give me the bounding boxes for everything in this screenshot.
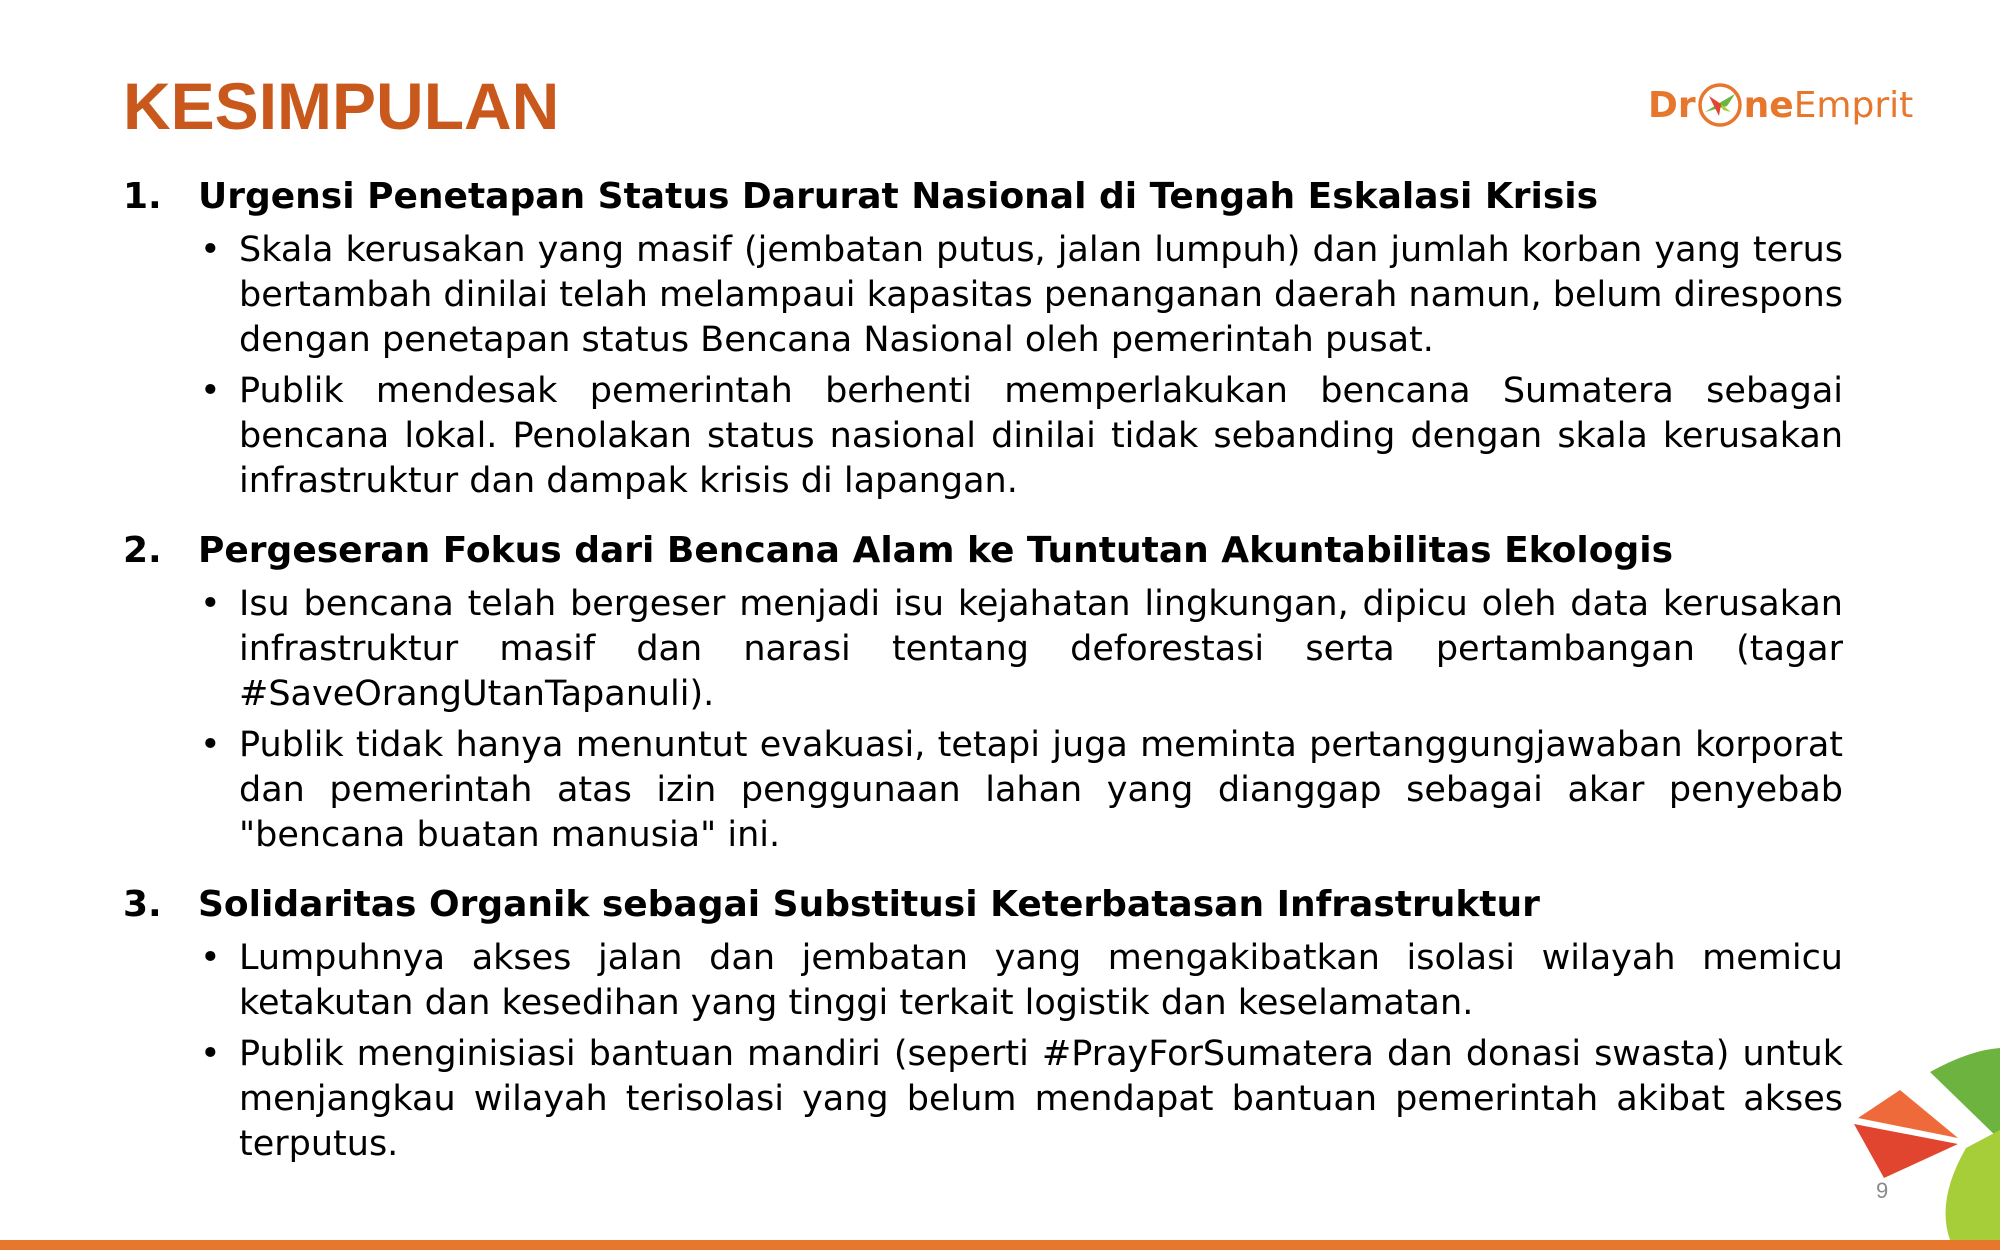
section-2 [123, 526, 1843, 858]
section-heading [123, 880, 1843, 930]
bullet-text: Publik tidak hanya menuntut evakuasi, tetapi juga meminta pertanggungjawaban korporat dan pemerintah atas izin penggunaan lahan yang dianggap sebagai akar penyebab "bencana buatan manusia" ini. [239, 725, 1843, 855]
section-title: Pergeseran Fokus dari Bencana Alam ke Tuntutan Akuntabilitas Ekologis [198, 530, 1673, 571]
corner-decoration [1840, 1040, 2000, 1240]
bullet-list [123, 582, 1843, 858]
logo-text-dr: Dr [1648, 84, 1696, 126]
bullet-text: Publik mendesak pemerintah berhenti memperlakukan bencana Sumatera sebagai bencana lokal. Penolakan status nasional dinilai tidak sebanding dengan skala kerusakan infrastruktur dan dampak krisis di lapangan. [239, 371, 1843, 501]
section-number: 3. [123, 884, 162, 925]
page-number: 9 [1876, 1178, 1889, 1203]
bullet-item [198, 936, 1843, 1026]
bullet-dot: • [200, 1034, 221, 1074]
bullet-item [198, 1032, 1843, 1167]
section-title: Solidaritas Organik sebagai Substitusi Keterbatasan Infrastruktur [198, 884, 1540, 925]
bullet-dot: • [200, 938, 221, 978]
bullet-item [198, 582, 1843, 717]
bullet-text: Publik menginisiasi bantuan mandiri (seperti #PrayForSumatera dan donasi swasta) untuk menjangkau wilayah terisolasi yang belum mendapat bantuan pemerintah akibat akses terputus. [239, 1034, 1843, 1164]
bullet-list [123, 936, 1843, 1167]
drone-bird-icon [1697, 82, 1743, 128]
drone-emprit-logo [1648, 70, 1918, 140]
section-number: 1. [123, 176, 162, 217]
logo-text-emprit: Emprit [1793, 84, 1914, 126]
section-heading [123, 526, 1843, 576]
section-3 [123, 880, 1843, 1167]
section-title: Urgensi Penetapan Status Darurat Nasional di Tengah Eskalasi Krisis [198, 176, 1599, 217]
bottom-accent-bar [0, 1240, 2000, 1250]
bullet-dot: • [200, 371, 221, 411]
bullet-text: Lumpuhnya akses jalan dan jembatan yang mengakibatkan isolasi wilayah memicu ketakutan dan kesedihan yang tinggi terkait logistik dan keselamatan. [239, 938, 1843, 1023]
bullet-text: Skala kerusakan yang masif (jembatan putus, jalan lumpuh) dan jumlah korban yang terus bertambah dinilai telah melampaui kapasitas penanganan daerah namun, belum direspons dengan penetapan status Bencana Nasional oleh pemerintah pusat. [239, 230, 1843, 360]
section-heading [123, 172, 1843, 222]
bullet-dot: • [200, 725, 221, 765]
logo-text-ne: ne [1743, 84, 1794, 126]
bullet-item [198, 228, 1843, 363]
section-1 [123, 172, 1843, 504]
slide-title: KESIMPULAN [123, 69, 560, 143]
bullet-dot: • [200, 230, 221, 270]
bullet-text: Isu bencana telah bergeser menjadi isu kejahatan lingkungan, dipicu oleh data kerusakan infrastruktur masif dan narasi tentang deforestasi serta pertambangan (tagar #SaveOrangUtanTapanuli). [239, 584, 1843, 714]
bullet-item [198, 369, 1843, 504]
bullet-item [198, 723, 1843, 858]
bullet-list [123, 228, 1843, 504]
conclusion-list [123, 172, 1843, 1189]
bullet-dot: • [200, 584, 221, 624]
section-number: 2. [123, 530, 162, 571]
